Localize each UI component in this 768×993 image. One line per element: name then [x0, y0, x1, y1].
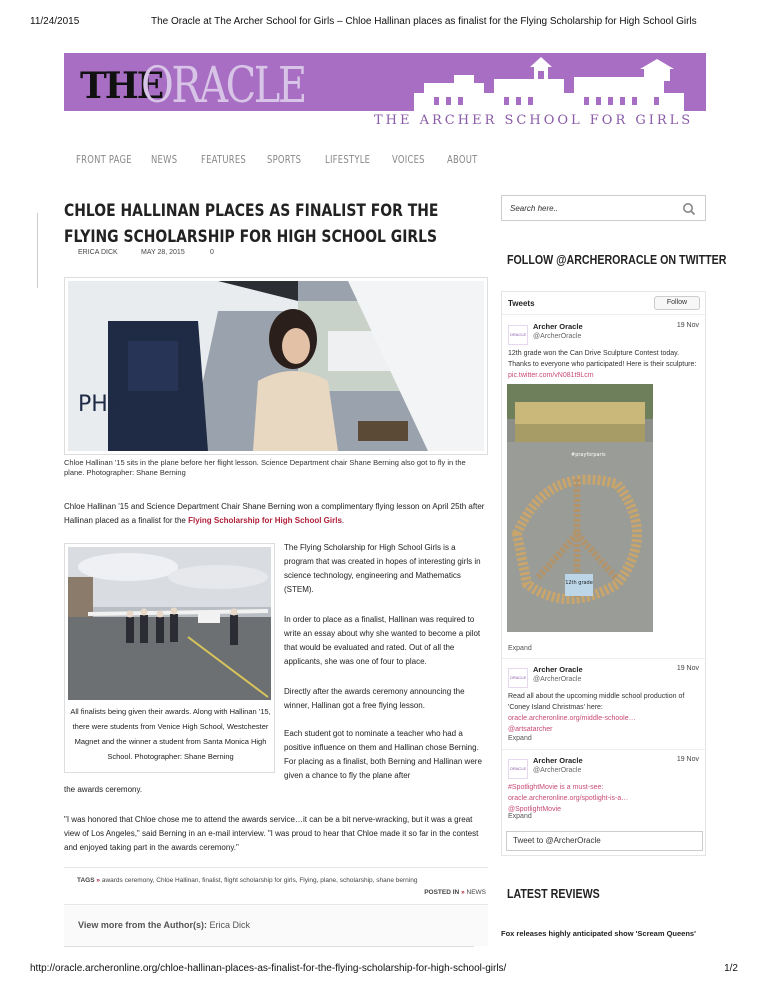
paragraph-4-end: the awards ceremony.	[64, 785, 143, 794]
tweet-mention[interactable]: @artsatarcher	[508, 726, 553, 733]
posted-in-category[interactable]: NEWS	[466, 889, 486, 896]
article-photo-awards	[64, 543, 275, 773]
tags-arrow-icon: »	[96, 877, 101, 884]
divider	[502, 749, 705, 750]
scholarship-link[interactable]: Flying Scholarship for High School Girls	[188, 516, 342, 525]
avatar[interactable]: ORACLE	[508, 668, 528, 688]
logo-the: THE	[80, 65, 163, 107]
tweet-expand-link[interactable]: Expand	[508, 735, 532, 742]
tweet-handle[interactable]: @ArcherOracle	[533, 676, 582, 683]
school-name: THE ARCHER SCHOOL FOR GIRLS	[374, 113, 694, 128]
tweet-item[interactable]	[502, 756, 705, 826]
tweet-photo[interactable]	[507, 384, 653, 632]
follow-button[interactable]: Follow	[654, 296, 700, 310]
nav-item-features[interactable]: FEATURES	[201, 153, 247, 166]
svg-text:PHA: PHA	[78, 392, 123, 417]
tags-list[interactable]: awards ceremony, Chloe Hallinan, finalist, flight scholarship for girls, Flying, plane, scholarship, shane berning	[101, 877, 418, 884]
divider	[64, 946, 474, 947]
quote-paragraph: "I was honored that Chloe chose me to attend the awards service…it can be a bit nerve-wracking, but it was a great view of Los Angeles," said Berning in an e-mail interview. "I was proud to hear that Chloe made it so far in the contest and enjoyed taking part in the awards ceremony."	[64, 815, 479, 852]
twitter-timeline	[501, 291, 706, 856]
latest-reviews-heading: LATEST REVIEWS	[507, 886, 600, 901]
tweet-text[interactable]: #SpotlightMovie is a must-see:	[508, 784, 604, 791]
tweet-link[interactable]: oracle.archeronline.org/spotlight-is-a…	[508, 795, 629, 802]
logo-oracle: ORACLE	[141, 56, 305, 114]
tweet-photo-caption: #prayforparis	[571, 452, 606, 458]
divider	[502, 314, 705, 315]
photo2-caption: All finalists being given their awards. Along with Hallinan '15, there were students from Venice High School, Westchester Magnet and the winner a student from Santa Monica High School. Photographer: Shane Berning	[70, 707, 271, 761]
tweet-text: Read all about the upcoming middle school production of 'Coney Island Christmas' here:	[508, 693, 685, 711]
divider	[37, 213, 38, 288]
nav-item-news[interactable]: NEWS	[151, 153, 178, 166]
twitter-heading: FOLLOW @ARCHERORACLE ON TWITTER	[507, 252, 727, 267]
awards-photo-image	[68, 547, 271, 700]
tags-bar	[64, 867, 488, 905]
intro-end: .	[341, 516, 345, 525]
view-more-line	[78, 920, 250, 930]
article-date: MAY 28, 2015	[141, 249, 185, 256]
tweet-text-block	[508, 782, 698, 815]
posted-arrow-icon: »	[461, 889, 465, 896]
nav-item-lifestyle[interactable]: LIFESTYLE	[325, 153, 371, 166]
tweet-link[interactable]: oracle.archeronline.org/middle-schoole…	[508, 715, 636, 722]
print-page-number: 1/2	[724, 963, 738, 974]
intro-text: Chloe Hallinan '15 and Science Department Chair Shane Berning won a complimentary flying lesson on April 25th after Hallinan placed as a finalist for the	[64, 502, 485, 525]
tweet-to-input[interactable]: Tweet to @ArcherOracle	[506, 831, 703, 851]
search-icon[interactable]	[682, 202, 696, 216]
tweet-author-name[interactable]: Archer Oracle	[533, 665, 583, 674]
tags-label: TAGS	[77, 877, 95, 884]
cockpit-photo-image	[68, 281, 484, 451]
view-more-label: View more from the Author(s):	[78, 920, 208, 930]
print-date: 11/24/2015	[30, 16, 80, 27]
tweet-date[interactable]: 19 Nov	[676, 322, 699, 329]
tweet-date[interactable]: 19 Nov	[676, 756, 699, 763]
tweet-expand-link[interactable]: Expand	[508, 645, 532, 652]
avatar[interactable]: ORACLE	[508, 759, 528, 779]
article-headline: CHLOE HALLINAN PLACES AS FINALIST FOR THE FLYING SCHOLARSHIP FOR HIGH SCHOOL GIRLS	[64, 201, 439, 247]
nav-item-front-page[interactable]: FRONT PAGE	[76, 153, 132, 166]
view-more-author[interactable]: Erica Dick	[209, 920, 251, 930]
comment-count[interactable]: 0	[210, 249, 214, 256]
tweet-date[interactable]: 19 Nov	[676, 665, 699, 672]
tweet-text-block	[508, 691, 698, 735]
posted-in-label: POSTED IN	[424, 889, 460, 896]
paragraph-4: Each student got to nominate a teacher who had a positive influence on them and Hallinan chose Berning. For placing as a finalist, both Berning and Hallinan were given a chance to fly the plane after	[284, 729, 482, 780]
nav-item-sports[interactable]: SPORTS	[267, 153, 302, 166]
tweet-item[interactable]	[502, 665, 705, 749]
site-banner[interactable]	[64, 53, 706, 127]
photo1-caption: Chloe Hallinan '15 sits in the plane before her flight lesson. Science Department chair Shane Berning also got to fly in the plane. Photographer: Shane Berning	[64, 458, 466, 477]
divider	[502, 658, 705, 659]
paragraph-3: Directly after the awards ceremony announcing the winner, Hallinan got a free flying lesson.	[284, 687, 465, 710]
tweet-text-block	[508, 348, 698, 381]
tweet-link[interactable]: pic.twitter.com/vN081t9Lcm	[508, 372, 594, 379]
tweet-photo-sign: 12th grade	[565, 580, 593, 586]
tweet-expand-link[interactable]: Expand	[508, 813, 532, 820]
search-box[interactable]	[501, 195, 706, 221]
tweet-item[interactable]	[502, 322, 705, 652]
tweets-title: Tweets	[508, 299, 535, 308]
posted-in-line	[424, 889, 486, 896]
tweet-handle[interactable]: @ArcherOracle	[533, 767, 582, 774]
print-title: The Oracle at The Archer School for Girls – Chloe Hallinan places as finalist for the Flying Scholarship for High School Girls	[151, 16, 697, 27]
tags-line	[77, 877, 417, 884]
avatar[interactable]: ORACLE	[508, 325, 528, 345]
review-link[interactable]: Fox releases highly anticipated show 'Scream Queens'	[501, 929, 696, 938]
tweet-mention[interactable]: @SpotlightMovie	[508, 806, 562, 813]
school-skyline-icon	[394, 55, 694, 111]
paragraph-2: In order to place as a finalist, Hallinan was required to write an essay about why she wanted to become a pilot that would be evaluated and rated. Out of all the applicants, she was one of four to place.	[284, 615, 481, 666]
nav-item-about[interactable]: ABOUT	[447, 153, 478, 166]
tweet-author-name[interactable]: Archer Oracle	[533, 322, 583, 331]
paragraph-1: The Flying Scholarship for High School Girls is a program that was created in hopes of interesting girls in science technology, engineering and Mathematics (STEM).	[284, 543, 481, 594]
search-input[interactable]: Search here..	[510, 204, 559, 213]
tweet-author-name[interactable]: Archer Oracle	[533, 756, 583, 765]
tweet-handle[interactable]: @ArcherOracle	[533, 333, 582, 340]
article-photo-cockpit	[64, 277, 488, 455]
author-box	[64, 906, 488, 946]
print-url: http://oracle.archeronline.org/chloe-hallinan-places-as-finalist-for-the-flying-scholarship-for-high-school-girls/	[30, 963, 507, 974]
tweet-text: 12th grade won the Can Drive Sculpture Contest today. Thanks to everyone who participated! Here is their sculpture:	[508, 350, 697, 368]
article-author[interactable]: ERICA DICK	[78, 249, 118, 256]
nav-item-voices[interactable]: VOICES	[392, 153, 425, 166]
intro-paragraph	[64, 500, 488, 528]
